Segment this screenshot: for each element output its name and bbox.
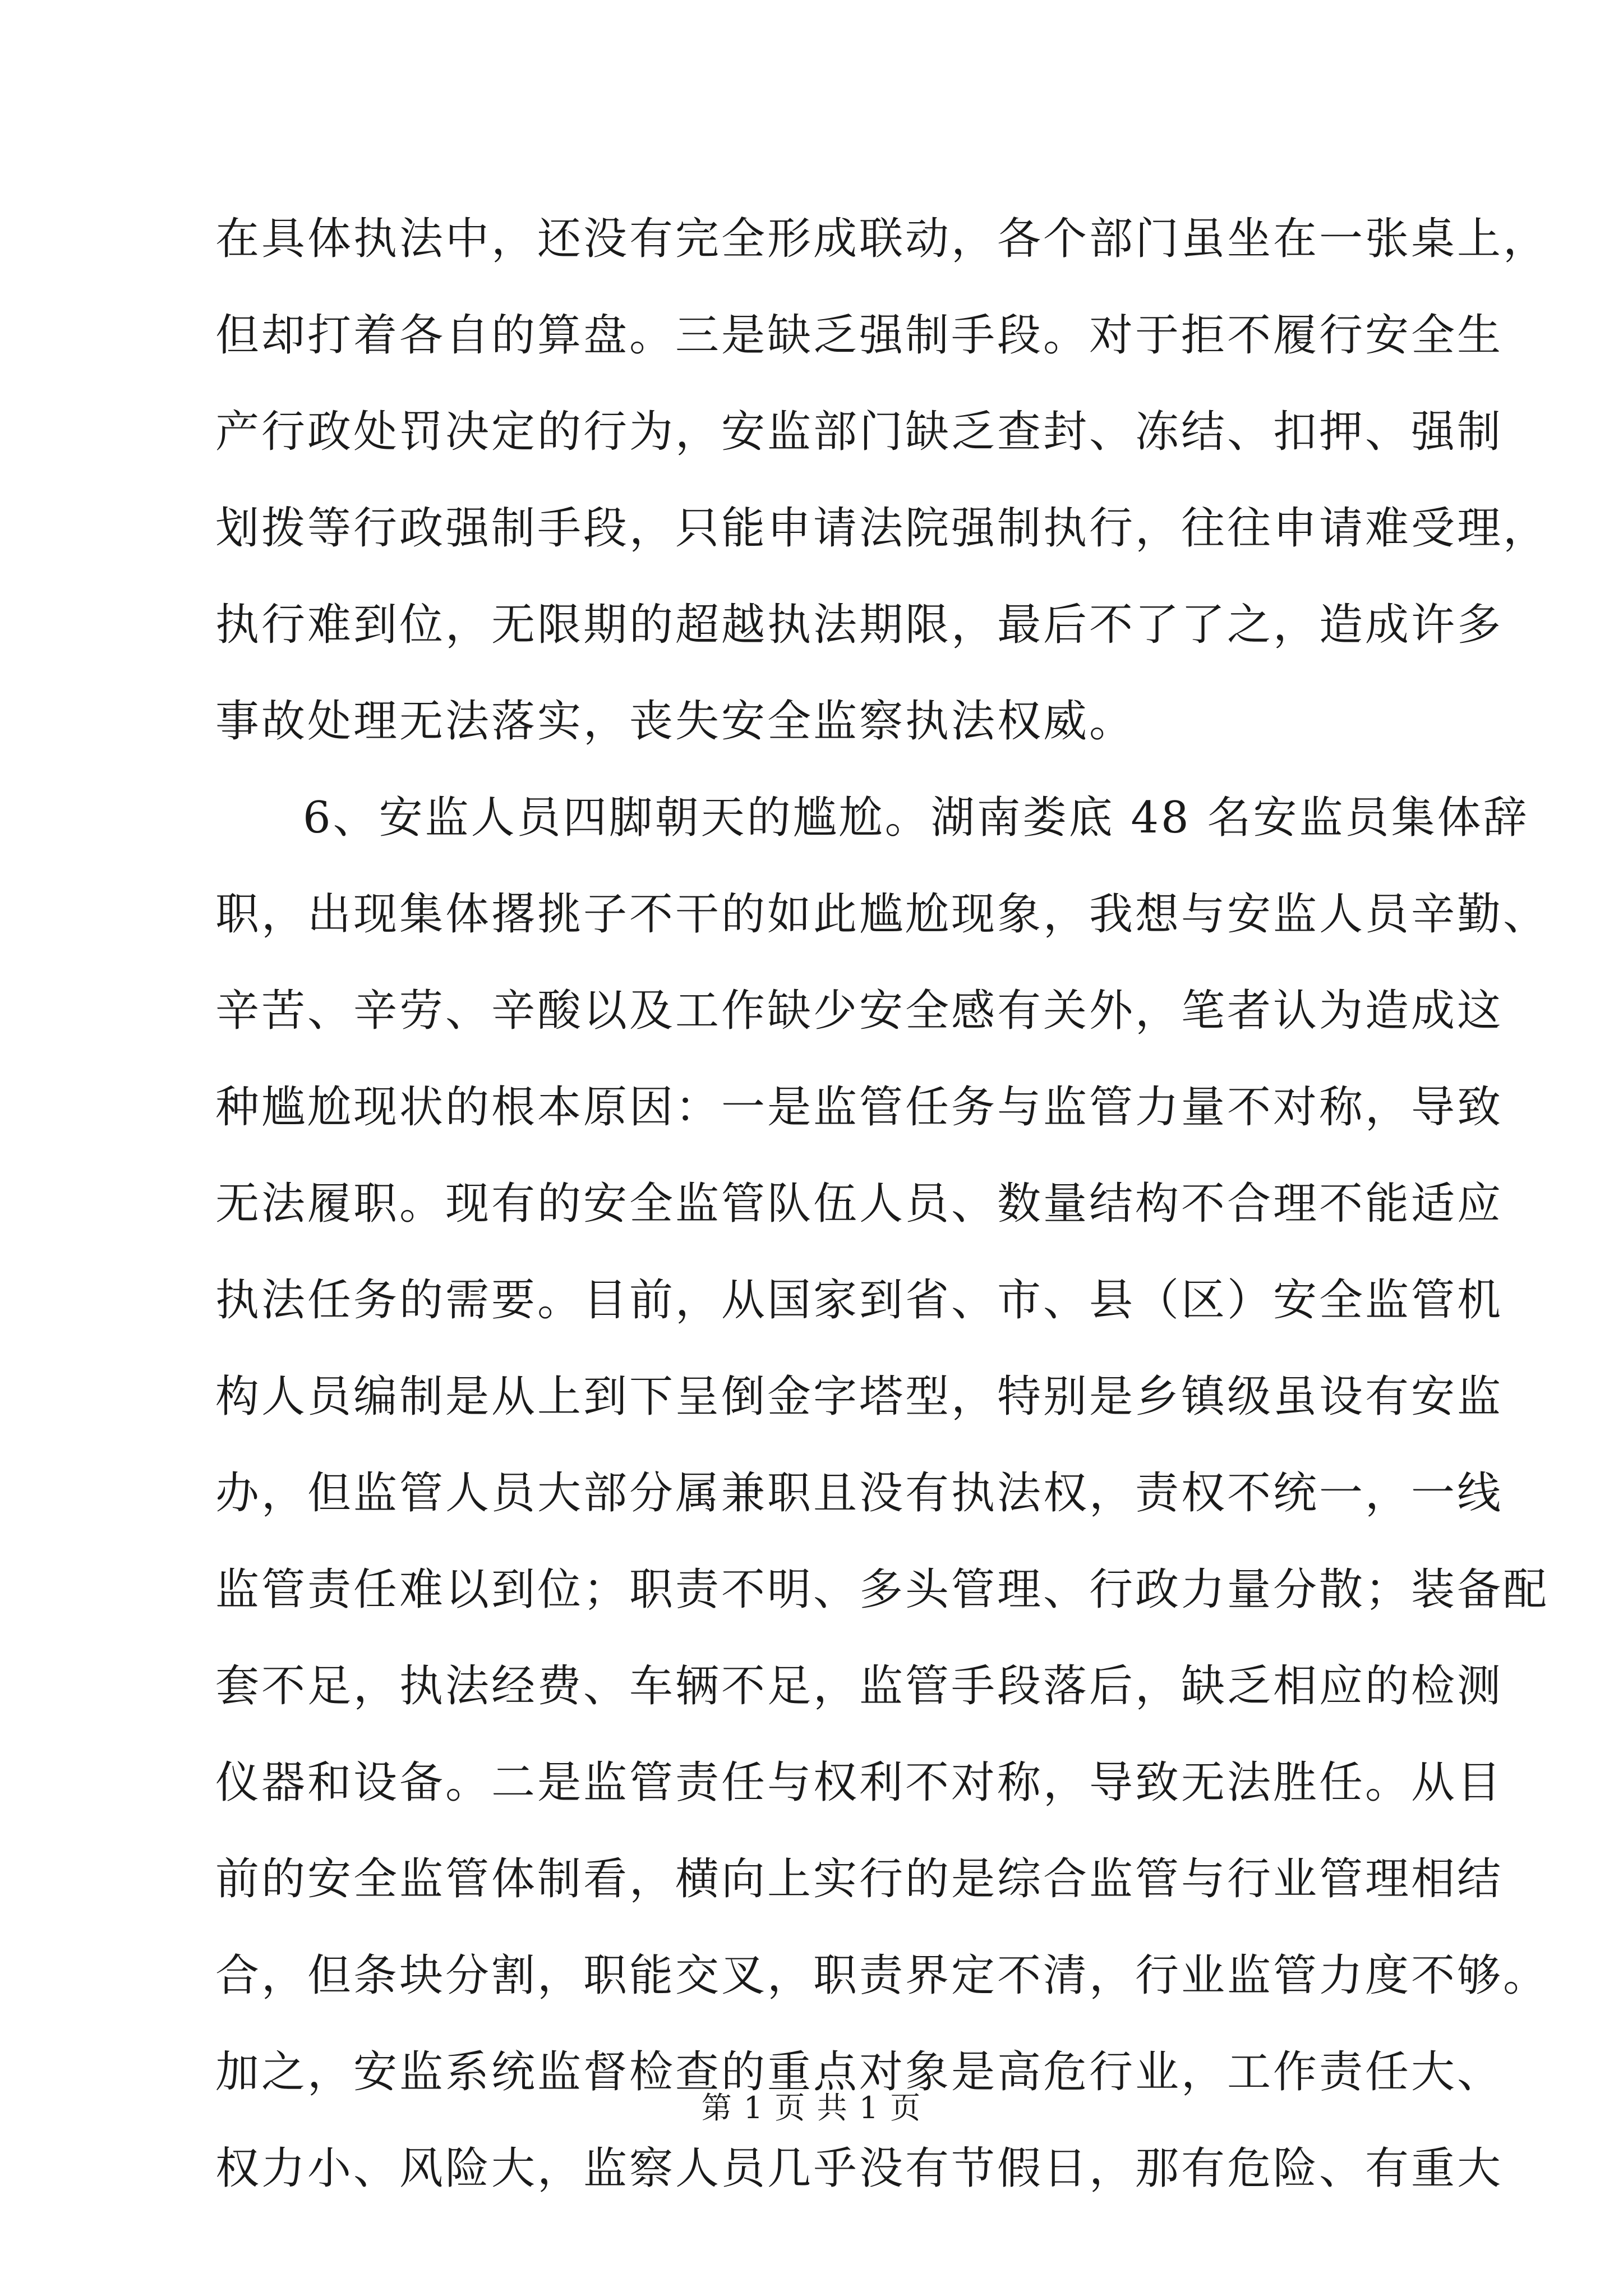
text-line: 事故处理无法落实，丧失安全监察执法权威。 <box>215 696 1136 747</box>
text-line: 权力小、风险大，监察人员几乎没有节假日，那有危险、有重大 <box>215 2143 1504 2194</box>
text-line: 构人员编制是从上到下呈倒金字塔型，特别是乡镇级虽设有安监 <box>215 1372 1504 1422</box>
text-line: 监管责任难以到位；职责不明、多头管理、行政力量分散；装备配 <box>215 1565 1550 1615</box>
text-line: 办，但监管人员大部分属兼职且没有执法权，责权不统一，一线 <box>215 1468 1504 1519</box>
page-footer <box>0 2086 1623 2131</box>
text-line: 前的安全监管体制看，横向上实行的是综合监管与行业管理相结 <box>215 1854 1504 1904</box>
text-line: 加之，安监系统监督检查的重点对象是高危行业，工作责任大、 <box>215 2047 1504 2097</box>
text-line: 在具体执法中，还没有完全形成联动，各个部门虽坐在一张桌上， <box>215 214 1550 264</box>
text-line: 辛苦、辛劳、辛酸以及工作缺少安全感有关外，笔者认为造成这 <box>215 986 1504 1036</box>
text-line: 执行难到位，无限期的超越执法期限，最后不了了之，造成许多 <box>215 600 1504 650</box>
document-body <box>215 191 1550 2217</box>
page-number: 第 1 页 共 1 页 <box>701 2090 922 2125</box>
text-line: 仪器和设备。二是监管责任与权利不对称，导致无法胜任。从目 <box>215 1757 1504 1808</box>
text-line: 执法任务的需要。目前，从国家到省、市、县（区）安全监管机 <box>215 1275 1504 1326</box>
text-line: 无法履职。现有的安全监管队伍人员、数量结构不合理不能适应 <box>215 1179 1504 1229</box>
text-line: 合，但条块分割，职能交叉，职责界定不清，行业监管力度不够。 <box>215 1950 1550 2001</box>
text-line: 产行政处罚决定的行为，安监部门缺乏查封、冻结、扣押、强制 <box>215 407 1504 457</box>
text-line: 划拨等行政强制手段，只能申请法院强制执行，往往申请难受理， <box>215 503 1550 554</box>
text-line: 种尴尬现状的根本原因：一是监管任务与监管力量不对称，导致 <box>215 1082 1504 1133</box>
text-line: 套不足，执法经费、车辆不足，监管手段落后，缺乏相应的检测 <box>215 1661 1504 1711</box>
text-line: 但却打着各自的算盘。三是缺乏强制手段。对于拒不履行安全生 <box>215 310 1504 361</box>
text-line: 职，出现集体撂挑子不干的如此尴尬现象，我想与安监人员辛勤、 <box>215 889 1550 940</box>
text-line: 6、安监人员四脚朝天的尴尬。湖南娄底 48 名安监员集体辞 <box>303 793 1529 843</box>
